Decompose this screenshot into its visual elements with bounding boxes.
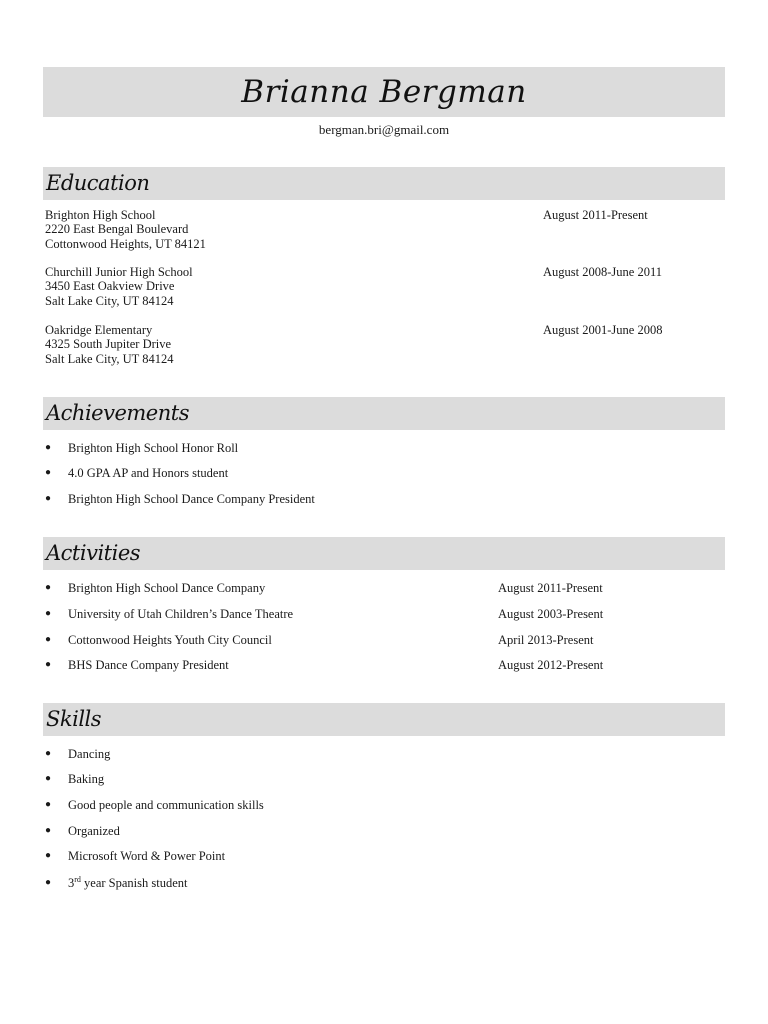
achievement-text: Brighton High School Dance Company President bbox=[68, 492, 315, 506]
skill-text: Baking bbox=[68, 772, 105, 786]
name-banner bbox=[43, 67, 725, 117]
activity-text: Brighton High School Dance Company bbox=[68, 581, 266, 595]
list-item bbox=[45, 580, 685, 596]
bullet-icon: ● bbox=[45, 608, 52, 619]
activities-title: Activities bbox=[46, 541, 141, 565]
activity-text: University of Utah Children’s Dance Theatre bbox=[68, 607, 294, 621]
school-dates: August 2011-Present bbox=[543, 208, 648, 222]
activity-dates: August 2011-Present bbox=[498, 581, 603, 595]
list-item bbox=[45, 746, 685, 762]
activity-dates: April 2013-Present bbox=[498, 633, 594, 647]
candidate-name: Brianna Bergman bbox=[241, 74, 527, 110]
school-address: 2220 East Bengal Boulevard bbox=[45, 222, 189, 237]
email-address: bergman.bri@gmail.com bbox=[318, 122, 450, 137]
skill-text: Microsoft Word & Power Point bbox=[68, 849, 226, 863]
skill-ordinal-suffix: rd bbox=[74, 874, 81, 884]
skill-text: Organized bbox=[68, 824, 120, 838]
education-header bbox=[43, 167, 725, 200]
bullet-icon: ● bbox=[45, 493, 52, 504]
school-address: 3450 East Oakview Drive bbox=[45, 279, 175, 294]
achievement-text: 4.0 GPA AP and Honors student bbox=[68, 466, 229, 480]
list-item bbox=[45, 823, 685, 839]
activity-dates: August 2003-Present bbox=[498, 607, 604, 621]
bullet-icon: ● bbox=[45, 659, 52, 670]
activities-header bbox=[43, 537, 725, 570]
activity-dates: August 2012-Present bbox=[498, 658, 604, 672]
list-item bbox=[45, 465, 685, 481]
skills-title: Skills bbox=[46, 707, 102, 731]
list-item bbox=[45, 491, 685, 507]
list-item bbox=[45, 657, 685, 673]
activity-text: Cottonwood Heights Youth City Council bbox=[68, 633, 272, 647]
bullet-icon: ● bbox=[45, 773, 52, 784]
list-item bbox=[45, 771, 685, 787]
bullet-icon: ● bbox=[45, 467, 52, 478]
skill-rest: year Spanish student bbox=[80, 876, 188, 890]
list-item bbox=[45, 632, 685, 648]
list-item bbox=[45, 440, 685, 456]
education-entry bbox=[45, 265, 685, 308]
school-dates: August 2008-June 2011 bbox=[543, 265, 662, 279]
skill-ordinal: 3 bbox=[68, 876, 75, 890]
activity-text: BHS Dance Company President bbox=[68, 658, 229, 672]
achievements-title: Achievements bbox=[46, 401, 189, 425]
list-item bbox=[45, 848, 685, 864]
school-city: Cottonwood Heights, UT 84121 bbox=[45, 236, 206, 251]
skill-text: Good people and communication skills bbox=[68, 798, 264, 812]
school-dates: August 2001-June 2008 bbox=[543, 323, 663, 337]
list-item bbox=[45, 797, 685, 813]
bullet-icon: ● bbox=[45, 634, 52, 645]
bullet-icon: ● bbox=[45, 850, 52, 861]
achievements-header bbox=[43, 397, 725, 430]
school-city: Salt Lake City, UT 84124 bbox=[45, 293, 174, 308]
achievement-text: Brighton High School Honor Roll bbox=[68, 441, 239, 455]
bullet-icon: ● bbox=[45, 825, 52, 836]
education-entry bbox=[45, 208, 685, 251]
bullet-icon: ● bbox=[45, 582, 52, 593]
bullet-icon: ● bbox=[45, 877, 52, 888]
bullet-icon: ● bbox=[45, 442, 52, 453]
bullet-icon: ● bbox=[45, 748, 52, 759]
school-name: Churchill Junior High School bbox=[45, 265, 193, 279]
skills-header bbox=[43, 703, 725, 736]
bullet-icon: ● bbox=[45, 799, 52, 810]
skill-text bbox=[68, 875, 188, 891]
school-name: Oakridge Elementary bbox=[45, 323, 153, 337]
skill-text: Dancing bbox=[68, 747, 111, 761]
education-title: Education bbox=[46, 171, 150, 195]
school-city: Salt Lake City, UT 84124 bbox=[45, 351, 174, 366]
school-name: Brighton High School bbox=[45, 208, 156, 222]
list-item bbox=[45, 606, 685, 622]
list-item bbox=[45, 875, 685, 891]
school-address: 4325 South Jupiter Drive bbox=[45, 337, 172, 352]
education-entry bbox=[45, 323, 685, 366]
